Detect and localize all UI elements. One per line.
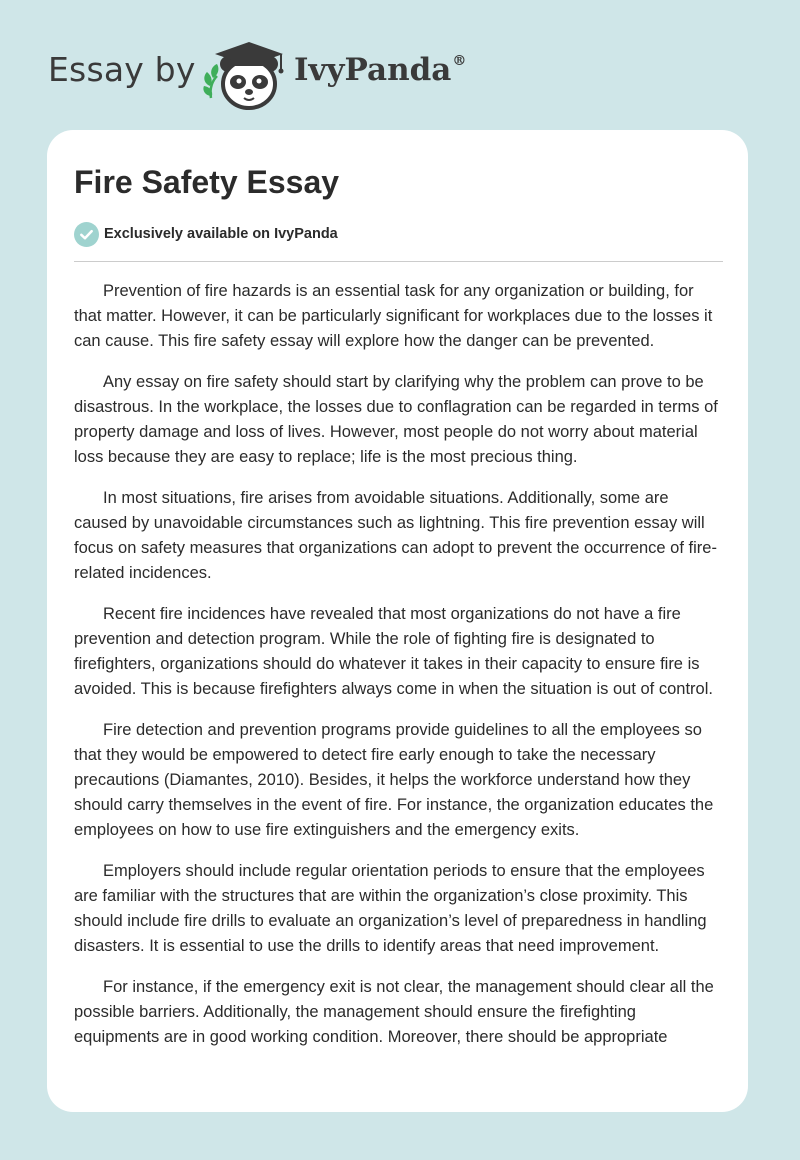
essay-body [74, 279, 724, 1066]
paragraph: Recent fire incidences have revealed that most organizations do not have a fire prevention and detection program. While the role of fighting fire is designated to firefighters, organizations should do whatever it takes in their capacity to ensure fire is avoided. This is because firefighters always come in when the situation is out of control. [74, 605, 713, 698]
brand-name-text: IvyPanda [294, 52, 452, 88]
exclusive-badge-label: Exclusively available on IvyPanda [104, 226, 338, 242]
title-divider [74, 261, 723, 262]
paragraph: Prevention of fire hazards is an essential task for any organization or building, for that matter. However, it can be particularly significant for workplaces due to the losses it can cause. This fire safety essay will explore how the danger can be prevented. [74, 282, 713, 350]
paragraph: In most situations, fire arises from avoidable situations. Additionally, some are caused by unavoidable circumstances such as lightning. This fire prevention essay will focus on safety measures that organizations can adopt to prevent the occurrence of fire-related incidences. [74, 489, 717, 582]
brand-name [294, 52, 466, 88]
essay-card [47, 130, 748, 1112]
check-circle-icon [74, 222, 99, 247]
paragraph: For instance, if the emergency exit is not clear, the management should clear all the possible barriers. Additionally, the management should ensure the firefighting equipments are in good working condition. Moreover, there should be appropriate [74, 978, 714, 1046]
paragraph: Employers should include regular orientation periods to ensure that the employees are familiar with the structures that are within the organization’s close proximity. This should include fire drills to evaluate an organization’s level of preparedness in handling disasters. It is essential to use the drills to identify areas that need improvement. [74, 862, 707, 955]
brand-prefix: Essay by [48, 50, 196, 89]
brand-header [48, 34, 508, 114]
paragraph: Fire detection and prevention programs provide guidelines to all the employees so that they would be empowered to detect fire early enough to take the necessary precautions (Diamantes, 2010). Besides, it helps the workforce understand how they should carry themselves in the event of fire. For instance, the organization educates the employees on how to use fire extinguishers and the emergency exits. [74, 721, 714, 839]
exclusive-badge [74, 221, 338, 247]
panda-graduate-icon [201, 36, 291, 112]
page-title: Fire Safety Essay [74, 164, 340, 200]
paragraph: Any essay on fire safety should start by clarifying why the problem can prove to be disastrous. In the workplace, the losses due to conflagration can be regarded in terms of property damage and loss of lives. However, most people do not worry about material loss because they are easy to replace; life is the most precious thing. [74, 373, 718, 466]
registered-mark: ® [452, 53, 467, 69]
